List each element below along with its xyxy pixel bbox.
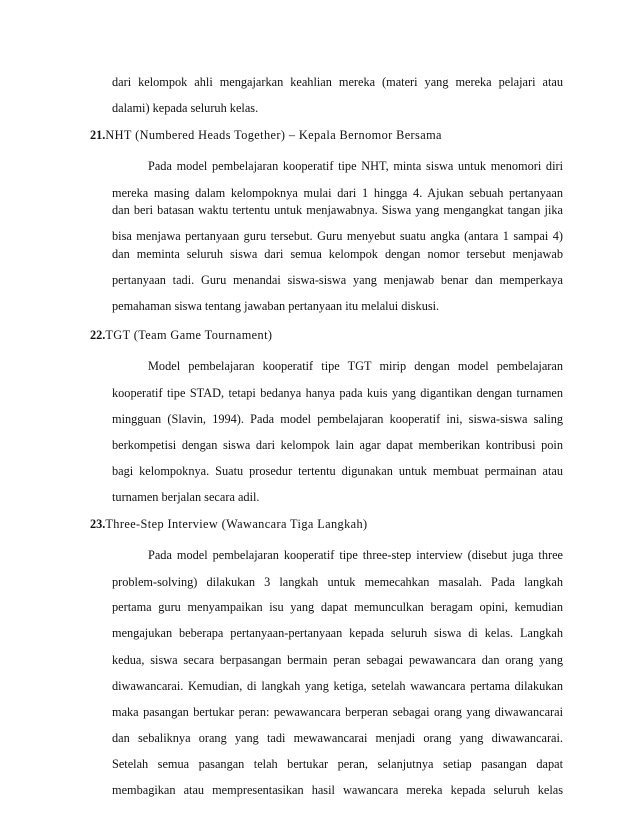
paragraph-line: membagikan atau mempresentasikan hasil wawancara mereka kepada seluruh kelas bbox=[112, 783, 563, 797]
intro-line: dari kelompok ahli mengajarkan keahlian mereka (materi yang mereka pelajari atau bbox=[112, 75, 563, 89]
section-number: 22. bbox=[90, 328, 106, 342]
paragraph-line: pertama guru menyampaikan isu yang dapat memunculkan beragam opini, kemudian bbox=[112, 600, 563, 614]
section-number: 23. bbox=[90, 517, 106, 531]
paragraph-line: bisa menjawa pertanyaan guru tersebut. Guru menyebut suatu angka (antara 1 sampai 4) bbox=[112, 229, 563, 243]
section-heading-23 bbox=[90, 515, 368, 533]
section-title: Three-Step Interview (Wawancara Tiga Langkah) bbox=[105, 517, 368, 531]
paragraph-line: problem-solving) dilakukan 3 langkah untuk memecahkan masalah. Pada langkah bbox=[112, 575, 563, 589]
paragraph-line: dan meminta seluruh siswa dari semua kelompok dengan nomor tersebut menjawab bbox=[112, 247, 563, 261]
paragraph-line: mereka masing dalam kelompoknya mulai dari 1 hingga 4. Ajukan sebuah pertanyaan bbox=[112, 186, 563, 200]
section-number: 21. bbox=[90, 128, 106, 142]
paragraph-line: Setelah semua pasangan telah bertukar peran, selanjutnya setiap pasangan dapat bbox=[112, 757, 563, 771]
paragraph-line: mengajukan beberapa pertanyaan-pertanyaan kepada seluruh siswa di kelas. Langkah bbox=[112, 626, 563, 640]
paragraph-line: pemahaman siswa tentang jawaban pertanyaan itu melalui diskusi. bbox=[112, 299, 440, 313]
section-title: NHT (Numbered Heads Together) – Kepala Bernomor Bersama bbox=[105, 128, 442, 142]
paragraph-line: pertanyaan tadi. Guru menandai siswa-siswa yang menjawab benar dan memperkaya bbox=[112, 273, 563, 287]
section-heading-22 bbox=[90, 326, 272, 344]
paragraph-line: kooperatif tipe STAD, tetapi bedanya hanya pada kuis yang digantikan dengan turnamen bbox=[112, 386, 563, 400]
section-heading-21 bbox=[90, 126, 442, 144]
intro-line: dalami) kepada seluruh kelas. bbox=[112, 101, 259, 115]
paragraph-line: kedua, siswa secara berpasangan bermain peran sebagai pewawancara dan orang yang bbox=[112, 653, 563, 667]
section-title: TGT (Team Game Tournament) bbox=[105, 328, 273, 342]
paragraph-line: dan sebaliknya orang yang tadi mewawancarai menjadi orang yang diwawancarai. bbox=[112, 731, 563, 745]
paragraph-line: Model pembelajaran kooperatif tipe TGT mirip dengan model pembelajaran bbox=[148, 359, 563, 373]
paragraph-line: bagi kelompoknya. Suatu prosedur tertentu digunakan untuk membuat permainan atau bbox=[112, 464, 563, 478]
paragraph-line: mingguan (Slavin, 1994). Pada model pembelajaran kooperatif ini, siswa-siswa saling bbox=[112, 412, 563, 426]
paragraph-line: berkompetisi dengan siswa dari kelompok lain agar dapat memberikan kontribusi poin bbox=[112, 438, 563, 452]
paragraph-line: Pada model pembelajaran kooperatif tipe NHT, minta siswa untuk menomori diri bbox=[148, 159, 563, 173]
paragraph-line: Pada model pembelajaran kooperatif tipe three-step interview (disebut juga three bbox=[148, 548, 563, 562]
paragraph-line: diwawancarai. Kemudian, di langkah yang ketiga, setelah wawancara pertama dilakukan bbox=[112, 679, 563, 693]
paragraph-line: turnamen berjalan secara adil. bbox=[112, 490, 260, 504]
paragraph-line: maka pasangan bertukar peran: pewawancara berperan sebagai orang yang diwawancarai bbox=[112, 705, 563, 719]
paragraph-line: dan beri batasan waktu tertentu untuk menjawabnya. Siswa yang mengangkat tangan jika bbox=[112, 203, 563, 217]
